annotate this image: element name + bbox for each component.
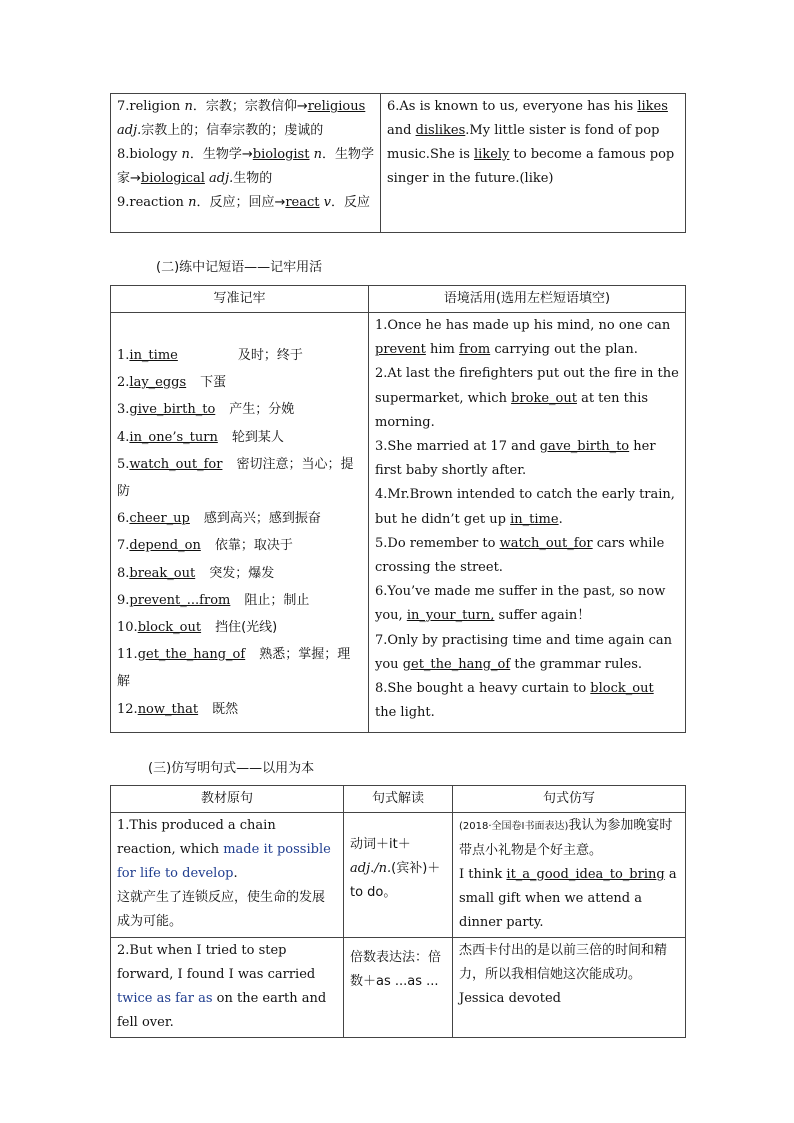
phrase-meaning: 密切注意；当心；提防: [117, 456, 354, 500]
sentence-head-explain: 句式解读: [344, 786, 453, 813]
answer-religious: religious: [307, 99, 366, 114]
phrase-number: 1.: [117, 348, 130, 363]
row1-explain: 动词＋it＋adj./n.(宾补)＋to do。: [344, 813, 453, 938]
context-sentence-1: 1.Once he has made up his mind, no one can prevent him from carrying out the plan.: [375, 318, 671, 358]
phrases-table: [110, 285, 686, 733]
row2-explain: 倍数表达法：倍数＋as ...as ...: [344, 938, 453, 1038]
phrase-answer: depend_on: [129, 538, 201, 554]
phrase-item: [117, 696, 362, 723]
vocab-item-biology: 8.biology n．生物学→biologist n．生物学家→biological adj.生物的: [117, 147, 374, 186]
context-sentence-8: 8.She bought a heavy curtain to block_out the light.: [375, 681, 654, 721]
answer-biological: biological: [140, 171, 205, 186]
phrase-number: 10.: [117, 620, 138, 636]
context-sentence-4: 4.Mr.Brown intended to catch the early train, but he didn’t get up in_time.: [375, 487, 675, 527]
phrase-item: [117, 451, 362, 505]
phrase-item: [117, 614, 362, 641]
answer-dislikes: dislikes: [415, 123, 466, 138]
vocab-table: [110, 93, 686, 233]
vocab-right-cell: 6.As is known to us, everyone has his likes and dislikes.My little sister is fond of pop music.She is likely to become a famous pop singer in the future.(like): [381, 94, 686, 233]
phrase-number: 8.: [117, 565, 130, 581]
phrase-number: 11.: [117, 647, 138, 663]
phrase-meaning: 及时；终于: [237, 348, 303, 363]
phrase-item: [117, 342, 362, 369]
phrases-list-cell: [111, 313, 369, 733]
phrase-number: 7.: [117, 538, 130, 554]
phrase-number: 12.: [117, 701, 138, 717]
phrases-head-right: 语境活用(选用左栏短语填空): [369, 286, 686, 313]
phrase-answer: lay_eggs: [129, 375, 187, 391]
phrase-meaning: 阻止；制止: [244, 592, 310, 608]
phrase-answer: prevent_...from: [129, 592, 231, 608]
phrase-meaning: 感到高兴；感到振奋: [203, 511, 321, 527]
sentence-head-imitate: 句式仿写: [453, 786, 686, 813]
phrase-item: [117, 396, 362, 423]
phrase-answer: now_that: [137, 701, 199, 717]
row1-original: 1.This produced a chain reaction, which made it possible for life to develop. 这就产生了连锁反应，使生命的发展成为可能。: [111, 813, 344, 938]
phrase-item: [117, 560, 362, 587]
phrase-item: [117, 369, 362, 396]
phrase-number: 9.: [117, 592, 130, 608]
phrase-meaning: 依靠；取决于: [214, 538, 293, 554]
answer-biologist: biologist: [252, 147, 310, 162]
context-sentence-7: 7.Only by practising time and time again can you get_the_hang_of the grammar rules.: [375, 632, 673, 672]
phrase-meaning: 熟悉；掌握；理解: [117, 647, 351, 690]
phrase-meaning: 既然: [212, 701, 239, 717]
phrase-meaning: 轮到某人: [231, 429, 284, 445]
phrase-item: [117, 532, 362, 559]
phrase-item: [117, 587, 362, 614]
row2-imitate: 杰西卡付出的是以前三倍的时间和精力，所以我相信她这次能成功。 Jessica devoted: [453, 938, 686, 1038]
row1-imitate: (2018·全国卷Ⅰ书面表达)我认为参加晚宴时带点小礼物是个好主意。 I think it_a_good_idea_to_bring a small gift when we attend a dinner party.: [453, 813, 686, 938]
phrase-item: [117, 505, 362, 532]
phrase-answer: in_time: [129, 348, 178, 363]
row2-original: 2.But when I tried to step forward, I found I was carried twice as far as on the earth and fell over.: [111, 938, 344, 1038]
vocab-item-reaction: 9.reaction n．反应；回应→react v．反应: [117, 195, 371, 210]
phrases-context-cell: [369, 313, 686, 733]
phrase-number: 3.: [117, 402, 130, 418]
phrase-number: 2.: [117, 375, 130, 391]
phrase-answer: watch_out_for: [129, 456, 223, 472]
phrase-answer: cheer_up: [129, 511, 190, 527]
phrase-number: 4.: [117, 429, 130, 445]
phrase-item: [117, 641, 362, 695]
phrase-answer: in_one’s_turn: [129, 429, 218, 445]
phrase-answer: get_the_hang_of: [137, 647, 246, 663]
phrase-answer: block_out: [137, 620, 202, 636]
phrase-meaning: 挡住(光线): [215, 620, 278, 636]
context-sentence-2: 2.At last the firefighters put out the fire in the supermarket, which broke_out at ten this morning.: [375, 366, 679, 430]
answer-react: react: [285, 195, 320, 210]
phrase-meaning: 产生；分娩: [229, 402, 295, 418]
phrase-meaning: 下蛋: [200, 375, 227, 391]
context-sentence-6: 6.You’ve made me suffer in the past, so now you, in_your_turn, suffer again！: [375, 584, 666, 624]
phrase-number: 6.: [117, 511, 130, 527]
answer-likes: likes: [637, 99, 668, 114]
section3-title: (三)仿写明句式——以用为本: [148, 761, 315, 776]
sentence-table: [110, 785, 686, 1038]
phrases-head-left: 写准记牢: [111, 286, 369, 313]
phrase-answer: give_birth_to: [129, 402, 216, 418]
context-sentence-5: 5.Do remember to watch_out_for cars while crossing the street.: [375, 535, 665, 576]
vocab-left-cell: [111, 94, 381, 233]
phrase-meaning: 突发；爆发: [209, 565, 275, 581]
answer-likely: likely: [474, 147, 510, 162]
phrase-item: [117, 424, 362, 451]
phrase-answer: break_out: [129, 565, 196, 581]
sentence-head-original: 教材原句: [111, 786, 344, 813]
section2-title: (二)练中记短语——记牢用活: [156, 260, 323, 275]
phrase-number: 5.: [117, 456, 130, 472]
vocab-item-religion: 7.religion n．宗教；宗教信仰→religious adj.宗教上的；信奉宗教的；虔诚的: [117, 99, 366, 138]
context-sentence-3: 3.She married at 17 and gave_birth_to her first baby shortly after.: [375, 439, 656, 479]
phrase-list: [111, 313, 368, 725]
